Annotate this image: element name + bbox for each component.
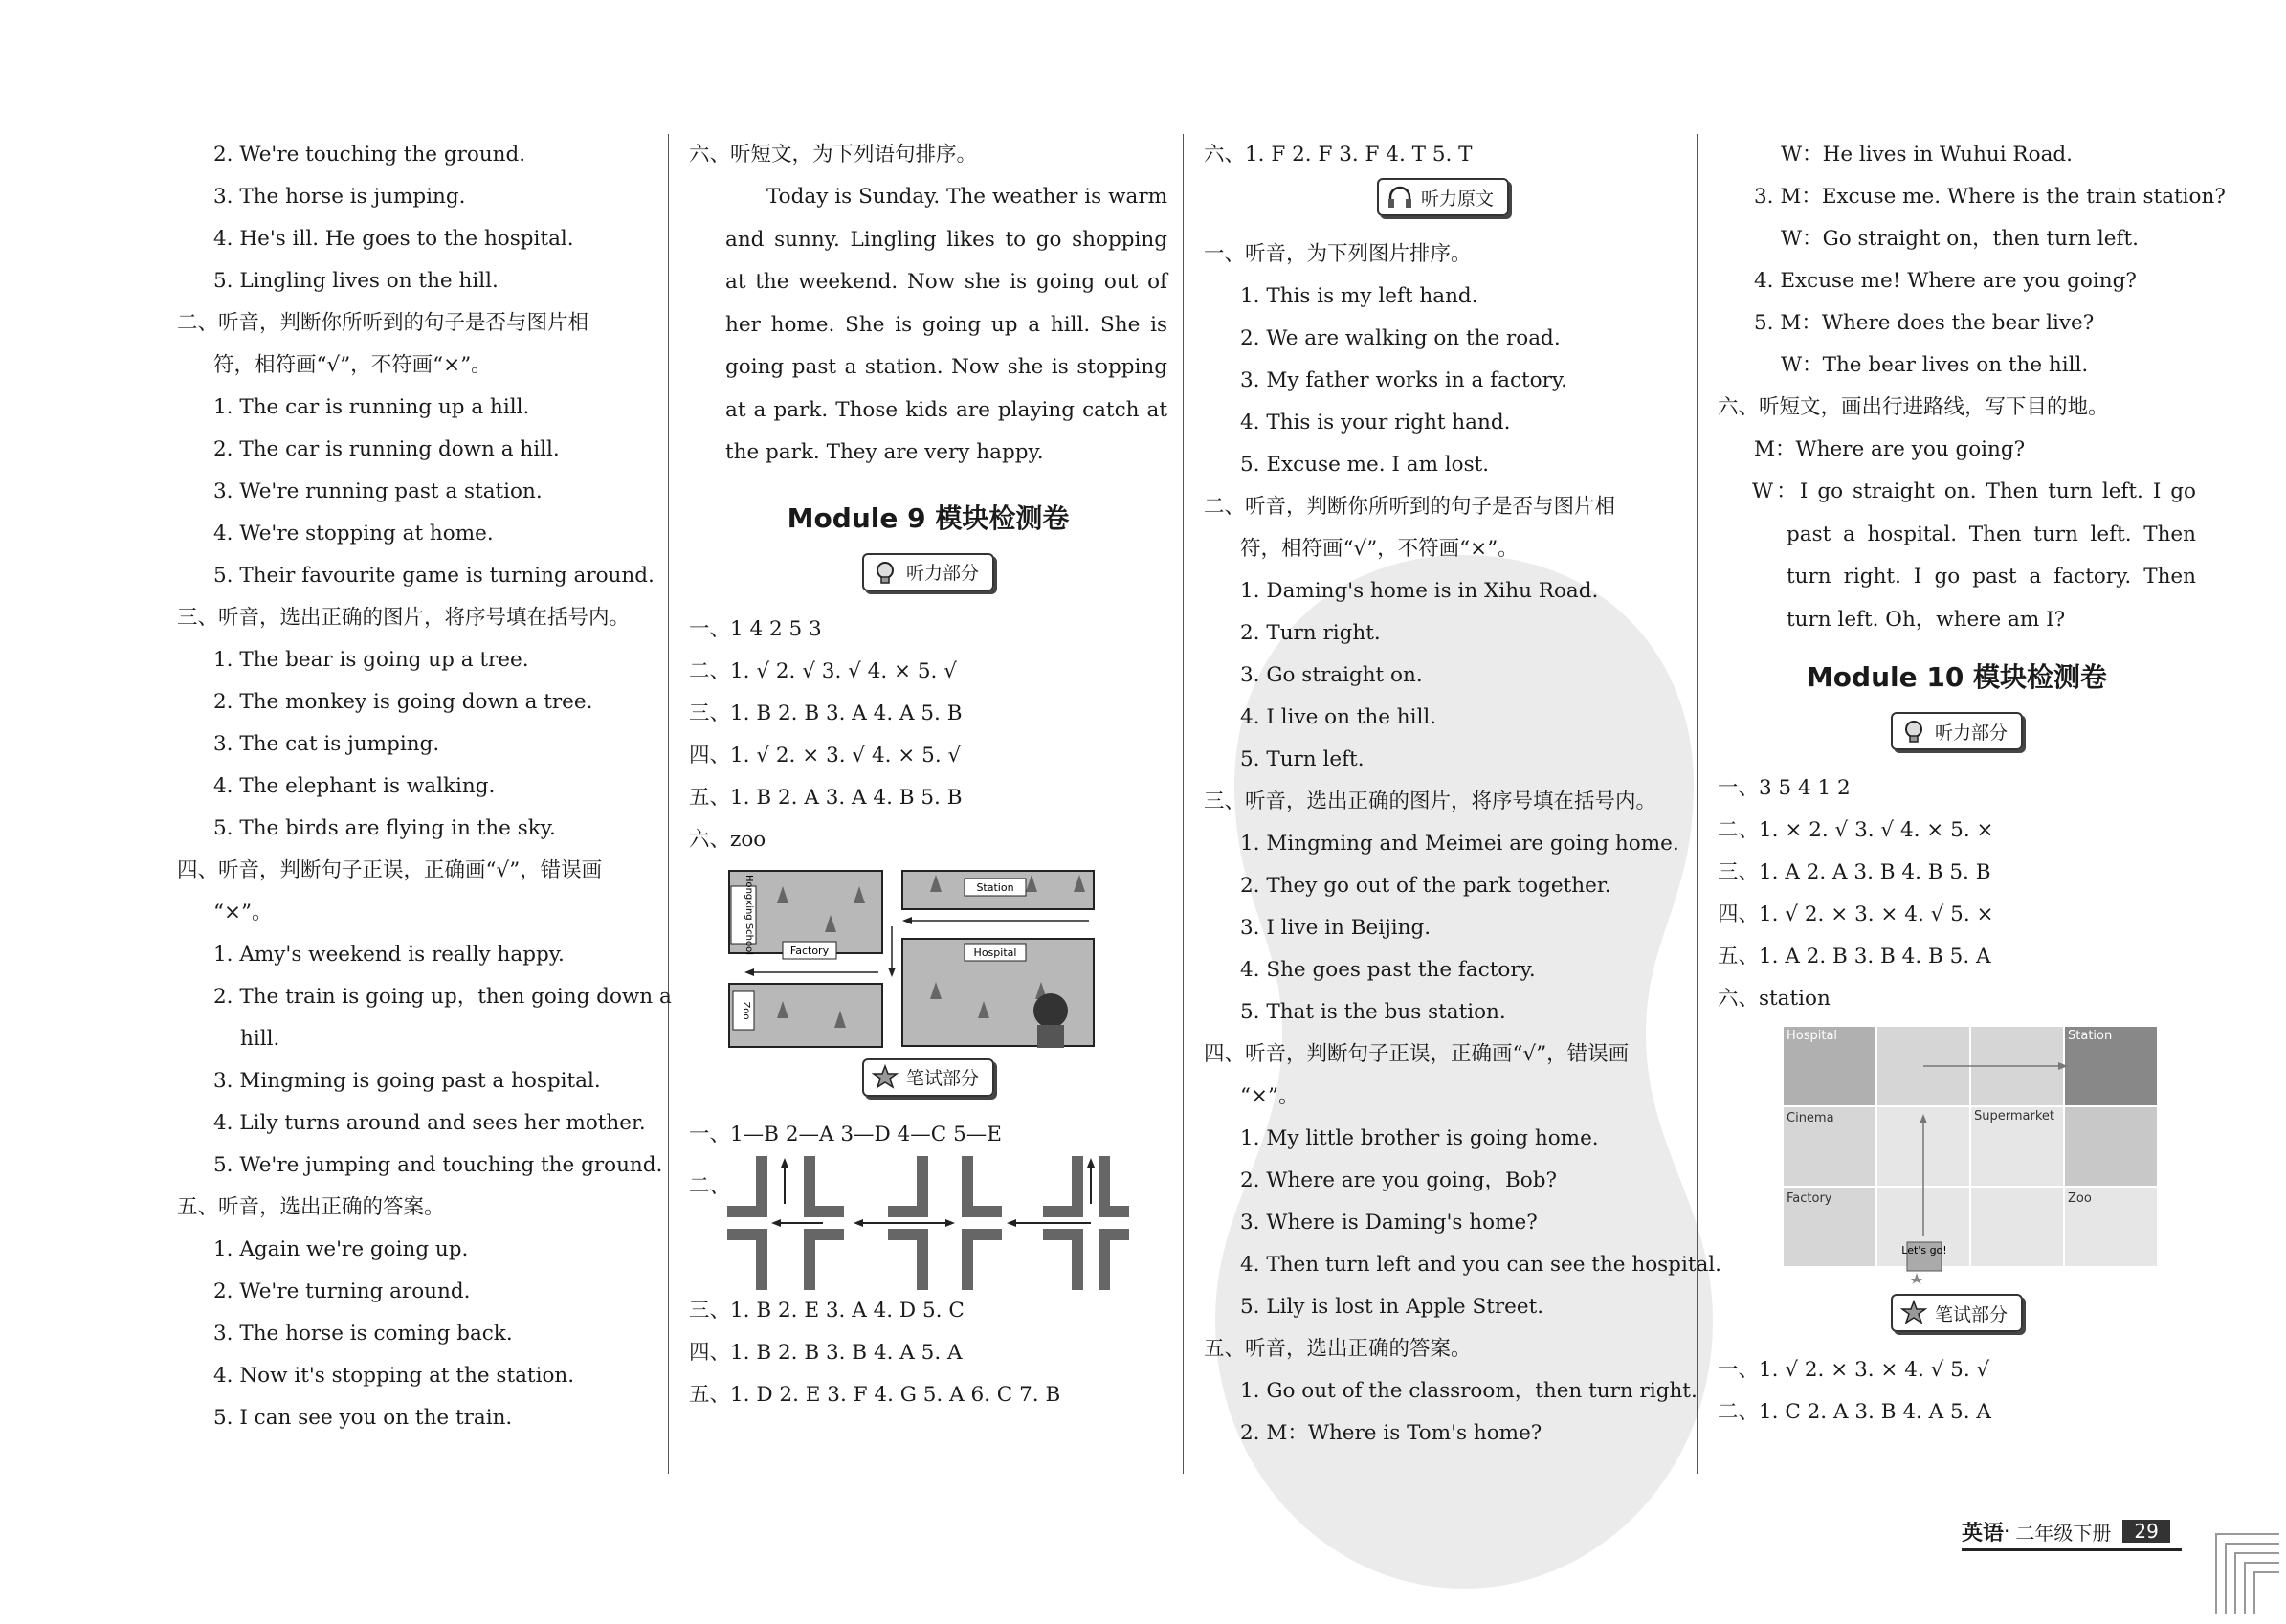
answer-line: 一、1—B 2—A 3—D 4—C 5—E xyxy=(689,1122,1002,1146)
answer-line: 二、1. √ 2. √ 3. √ 4. × 5. √ xyxy=(689,658,957,683)
text-line: 2. The monkey is going down a tree. xyxy=(213,690,593,714)
column-3 xyxy=(1204,134,1721,1455)
text-line: 五、听音，选出正确的答案。 xyxy=(177,1195,445,1219)
text-line: 4. We're stopping at home. xyxy=(213,522,494,545)
column-2 xyxy=(689,134,1167,1416)
column-4 xyxy=(1718,134,2226,1434)
text-line: 5. M：Where does the bear live? xyxy=(1754,311,2095,335)
text-line: 5. Lily is lost in Apple Street. xyxy=(1240,1295,1544,1319)
text-line: 1. Mingming and Meimei are going home. xyxy=(1240,832,1679,856)
badge-icon xyxy=(1900,1300,1927,1326)
text-line: 3. The horse is coming back. xyxy=(213,1322,513,1346)
text-line: 3. Go straight on. xyxy=(1240,663,1423,687)
answer-line: 三、1. A 2. A 3. B 4. B 5. B xyxy=(1718,860,1991,884)
text-line: 5. Excuse me. I am lost. xyxy=(1240,453,1490,477)
module-9-title: Module 9 模块检测卷 xyxy=(787,501,1070,534)
text-line: 3. The cat is jumping. xyxy=(213,732,440,756)
answer-line: 六、1. F 2. F 3. F 4. T 5. T xyxy=(1204,143,1473,167)
tag-label: 听力部分 xyxy=(1934,722,2008,744)
map-label-station: Station xyxy=(976,880,1014,894)
text-line: 2. We are walking on the road. xyxy=(1240,326,1561,350)
answer-line: 五、1. B 2. A 3. A 4. B 5. B xyxy=(689,785,963,810)
text-line: 5. Turn left. xyxy=(1240,747,1365,771)
text-line: 3. Mingming is going past a hospital. xyxy=(213,1069,601,1093)
passage-text: W：I go straight on. Then turn left. I go past a hospital. Then turn left. Then turn right. I go past a factory. Then turn left. Oh，where am I? xyxy=(1752,479,2196,632)
text-line: W：Go straight on，then turn left. xyxy=(1781,227,2139,251)
text-line: 3. I live in Beijing. xyxy=(1240,916,1432,940)
page-number: 29 xyxy=(2122,1520,2169,1543)
text-line: W：He lives in Wuhui Road. xyxy=(1781,143,2073,167)
text-line: 5. Lingling lives on the hill. xyxy=(213,269,499,293)
answer-line: 一、1. √ 2. × 3. × 4. √ 5. √ xyxy=(1718,1358,1990,1382)
separator-dot: · xyxy=(2004,1520,2010,1543)
answer-line: 六、zoo xyxy=(689,827,766,852)
grid-label-supermarket: Supermarket xyxy=(1974,1109,2054,1123)
text-line: 2. They go out of the park together. xyxy=(1240,874,1611,898)
tag-label: 笔试部分 xyxy=(905,1068,979,1089)
subject-label: 英语 xyxy=(1962,1521,2005,1546)
lightbulb-icon xyxy=(872,559,899,586)
answer-line: 二、1. C 2. A 3. B 4. A 5. A xyxy=(1718,1400,1991,1424)
text-line: 1. Amy's weekend is really happy. xyxy=(213,943,565,967)
text-line: 3. We're running past a station. xyxy=(213,479,543,503)
text-line: 5. That is the bus station. xyxy=(1240,1000,1506,1024)
answer-line: 四、1. B 2. B 3. B 4. A 5. A xyxy=(689,1340,963,1365)
text-line: 4. Then turn left and you can see the hospital. xyxy=(1240,1253,1721,1277)
text-line: 4. She goes past the factory. xyxy=(1240,958,1536,982)
text-line: 3. My father works in a factory. xyxy=(1240,368,1567,392)
footer-rule xyxy=(1962,1548,2182,1551)
grid-label-factory: Factory xyxy=(1787,1191,1832,1206)
column-1 xyxy=(177,134,672,1439)
answer-line: 四、1. √ 2. × 3. √ 4. × 5. √ xyxy=(689,743,962,768)
text-line: 1. This is my left hand. xyxy=(1240,284,1478,308)
text-line: 2. We're touching the ground. xyxy=(213,143,526,167)
star-icon xyxy=(1909,1273,1924,1284)
turn-arrows-answer xyxy=(689,1156,1167,1290)
grid-label-zoo: Zoo xyxy=(2068,1191,2092,1206)
written-section-tag xyxy=(689,1058,1167,1112)
answer-line: 五、1. D 2. E 3. F 4. G 5. A 6. C 7. B xyxy=(689,1382,1061,1407)
answer-line: 五、1. A 2. B 3. B 4. B 5. A xyxy=(1718,945,1991,968)
text-line: 六、听短文，画出行进路线，写下目的地。 xyxy=(1718,395,2109,419)
text-line: 4. He's ill. He goes to the hospital. xyxy=(213,227,574,251)
text-line: 四、听音，判断句子正误，正确画“√”，错误画 xyxy=(177,858,603,882)
text-line: M：Where are you going? xyxy=(1754,437,2026,461)
lightbulb-icon xyxy=(1900,718,1927,745)
text-line: 符，相符画“√”，不符画“×”。 xyxy=(213,353,492,377)
badge-icon xyxy=(872,1064,899,1091)
route-grid-diagram xyxy=(1783,1026,2196,1288)
map-label-zoo: Zoo xyxy=(741,1000,751,1020)
passage-text: Today is Sunday. The weather is warm and sunny. Lingling likes to go shopping at the weekend. Now she is going out of her home. She is going up a hill. She is going past a station. Now she is stopping at a park. Those kids are playing catch at the park. They are very happy. xyxy=(725,185,1167,464)
headphones-icon xyxy=(1387,184,1413,211)
answer-line: 三、1. B 2. E 3. A 4. D 5. C xyxy=(689,1298,965,1323)
answer-label: 二、 xyxy=(689,1173,731,1198)
text-line: 1. The bear is going up a tree. xyxy=(213,648,529,672)
map-label-hospital: Hospital xyxy=(973,945,1017,959)
grid-label-cinema: Cinema xyxy=(1787,1111,1834,1125)
text-line: 2. The train is going up，then going down a xyxy=(213,985,672,1009)
text-line: 四、听音，判断句子正误，正确画“√”，错误画 xyxy=(1204,1042,1630,1066)
column-divider xyxy=(668,134,669,1474)
grade-label: 二年级下册 xyxy=(2015,1521,2112,1545)
text-line: 2. The car is running down a hill. xyxy=(213,437,560,461)
text-line: 5. The birds are flying in the sky. xyxy=(213,816,556,840)
written-section-tag xyxy=(1718,1294,2196,1347)
map-label-factory: Factory xyxy=(789,944,830,957)
text-line: 2. Where are you going，Bob? xyxy=(1240,1168,1558,1192)
text-line: 5. I can see you on the train. xyxy=(213,1406,513,1430)
answer-line: 一、3 5 4 1 2 xyxy=(1718,776,1851,800)
grid-label-start: Let's go! xyxy=(1901,1244,1947,1257)
text-line: 3. Where is Daming's home? xyxy=(1240,1211,1538,1235)
answer-line: 三、1. B 2. B 3. A 4. A 5. B xyxy=(689,701,963,725)
text-line: W：The bear lives on the hill. xyxy=(1781,353,2089,377)
text-line: 三、听音，选出正确的图片，将序号填在括号内。 xyxy=(177,606,631,630)
column-divider xyxy=(1183,134,1184,1474)
text-line: 符，相符画“√”，不符画“×”。 xyxy=(1240,537,1519,561)
text-line: 4. This is your right hand. xyxy=(1240,411,1511,434)
text-line: 五、听音，选出正确的答案。 xyxy=(1204,1337,1472,1361)
answer-line: 四、1. √ 2. × 3. × 4. √ 5. × xyxy=(1718,902,1994,926)
text-line: 3. The horse is jumping. xyxy=(213,185,466,209)
text-line: 2. Turn right. xyxy=(1240,621,1381,645)
listening-section-tag xyxy=(689,553,1167,607)
grid-label-hospital: Hospital xyxy=(1787,1029,1838,1043)
text-line: hill. xyxy=(240,1027,280,1051)
page-footer xyxy=(1962,1515,2182,1547)
text-line: 4. The elephant is walking. xyxy=(213,774,496,798)
tag-label: 听力原文 xyxy=(1420,188,1494,210)
module-10-title: Module 10 模块检测卷 xyxy=(1806,661,2108,693)
corner-decoration xyxy=(2212,1528,2279,1614)
text-line: 4. Now it's stopping at the station. xyxy=(213,1364,575,1388)
text-line: 5. Their favourite game is turning around. xyxy=(213,564,655,588)
turn-signs-diagram xyxy=(727,1156,1129,1290)
text-line: 2. We're turning around. xyxy=(213,1279,471,1303)
text-line: 4. I live on the hill. xyxy=(1240,705,1437,729)
text-line: 1. The car is running up a hill. xyxy=(213,395,530,419)
text-line: 1. Daming's home is in Xihu Road. xyxy=(1240,579,1599,603)
text-line: 一、听音，为下列图片排序。 xyxy=(1204,242,1472,266)
text-line: “×”。 xyxy=(1240,1084,1299,1108)
text-line: 二、听音，判断你所听到的句子是否与图片相 xyxy=(1204,495,1616,519)
section-heading: 六、听短文，为下列语句排序。 xyxy=(689,143,978,167)
text-line: 1. Go out of the classroom，then turn right. xyxy=(1240,1379,1698,1403)
grid-label-station: Station xyxy=(2068,1029,2113,1043)
route-map-diagram xyxy=(725,867,1167,1053)
text-line: 5. We're jumping and touching the ground. xyxy=(213,1153,663,1177)
text-line: 2. M：Where is Tom's home? xyxy=(1240,1421,1542,1445)
text-line: 4. Lily turns around and sees her mother. xyxy=(213,1111,646,1135)
map-label-school: Hongxing School xyxy=(744,874,754,955)
tag-label: 笔试部分 xyxy=(1934,1303,2008,1325)
text-line: 1. Again we're going up. xyxy=(213,1237,469,1261)
text-line: 二、听音，判断你所听到的句子是否与图片相 xyxy=(177,311,589,335)
answer-line: 一、1 4 2 5 3 xyxy=(689,616,822,641)
answer-line: 二、1. × 2. √ 3. √ 4. × 5. × xyxy=(1718,818,1994,842)
text-line: 3. M：Excuse me. Where is the train station? xyxy=(1754,185,2226,209)
listening-script-tag xyxy=(1204,178,1682,232)
text-line: 4. Excuse me! Where are you going? xyxy=(1754,269,2137,293)
tag-label: 听力部分 xyxy=(905,563,979,584)
listening-section-tag xyxy=(1718,712,2196,766)
text-line: “×”。 xyxy=(213,901,273,924)
text-line: 三、听音，选出正确的图片，将序号填在括号内。 xyxy=(1204,790,1657,813)
answer-line: 六、station xyxy=(1718,987,1831,1011)
text-line: 1. My little brother is going home. xyxy=(1240,1126,1599,1150)
